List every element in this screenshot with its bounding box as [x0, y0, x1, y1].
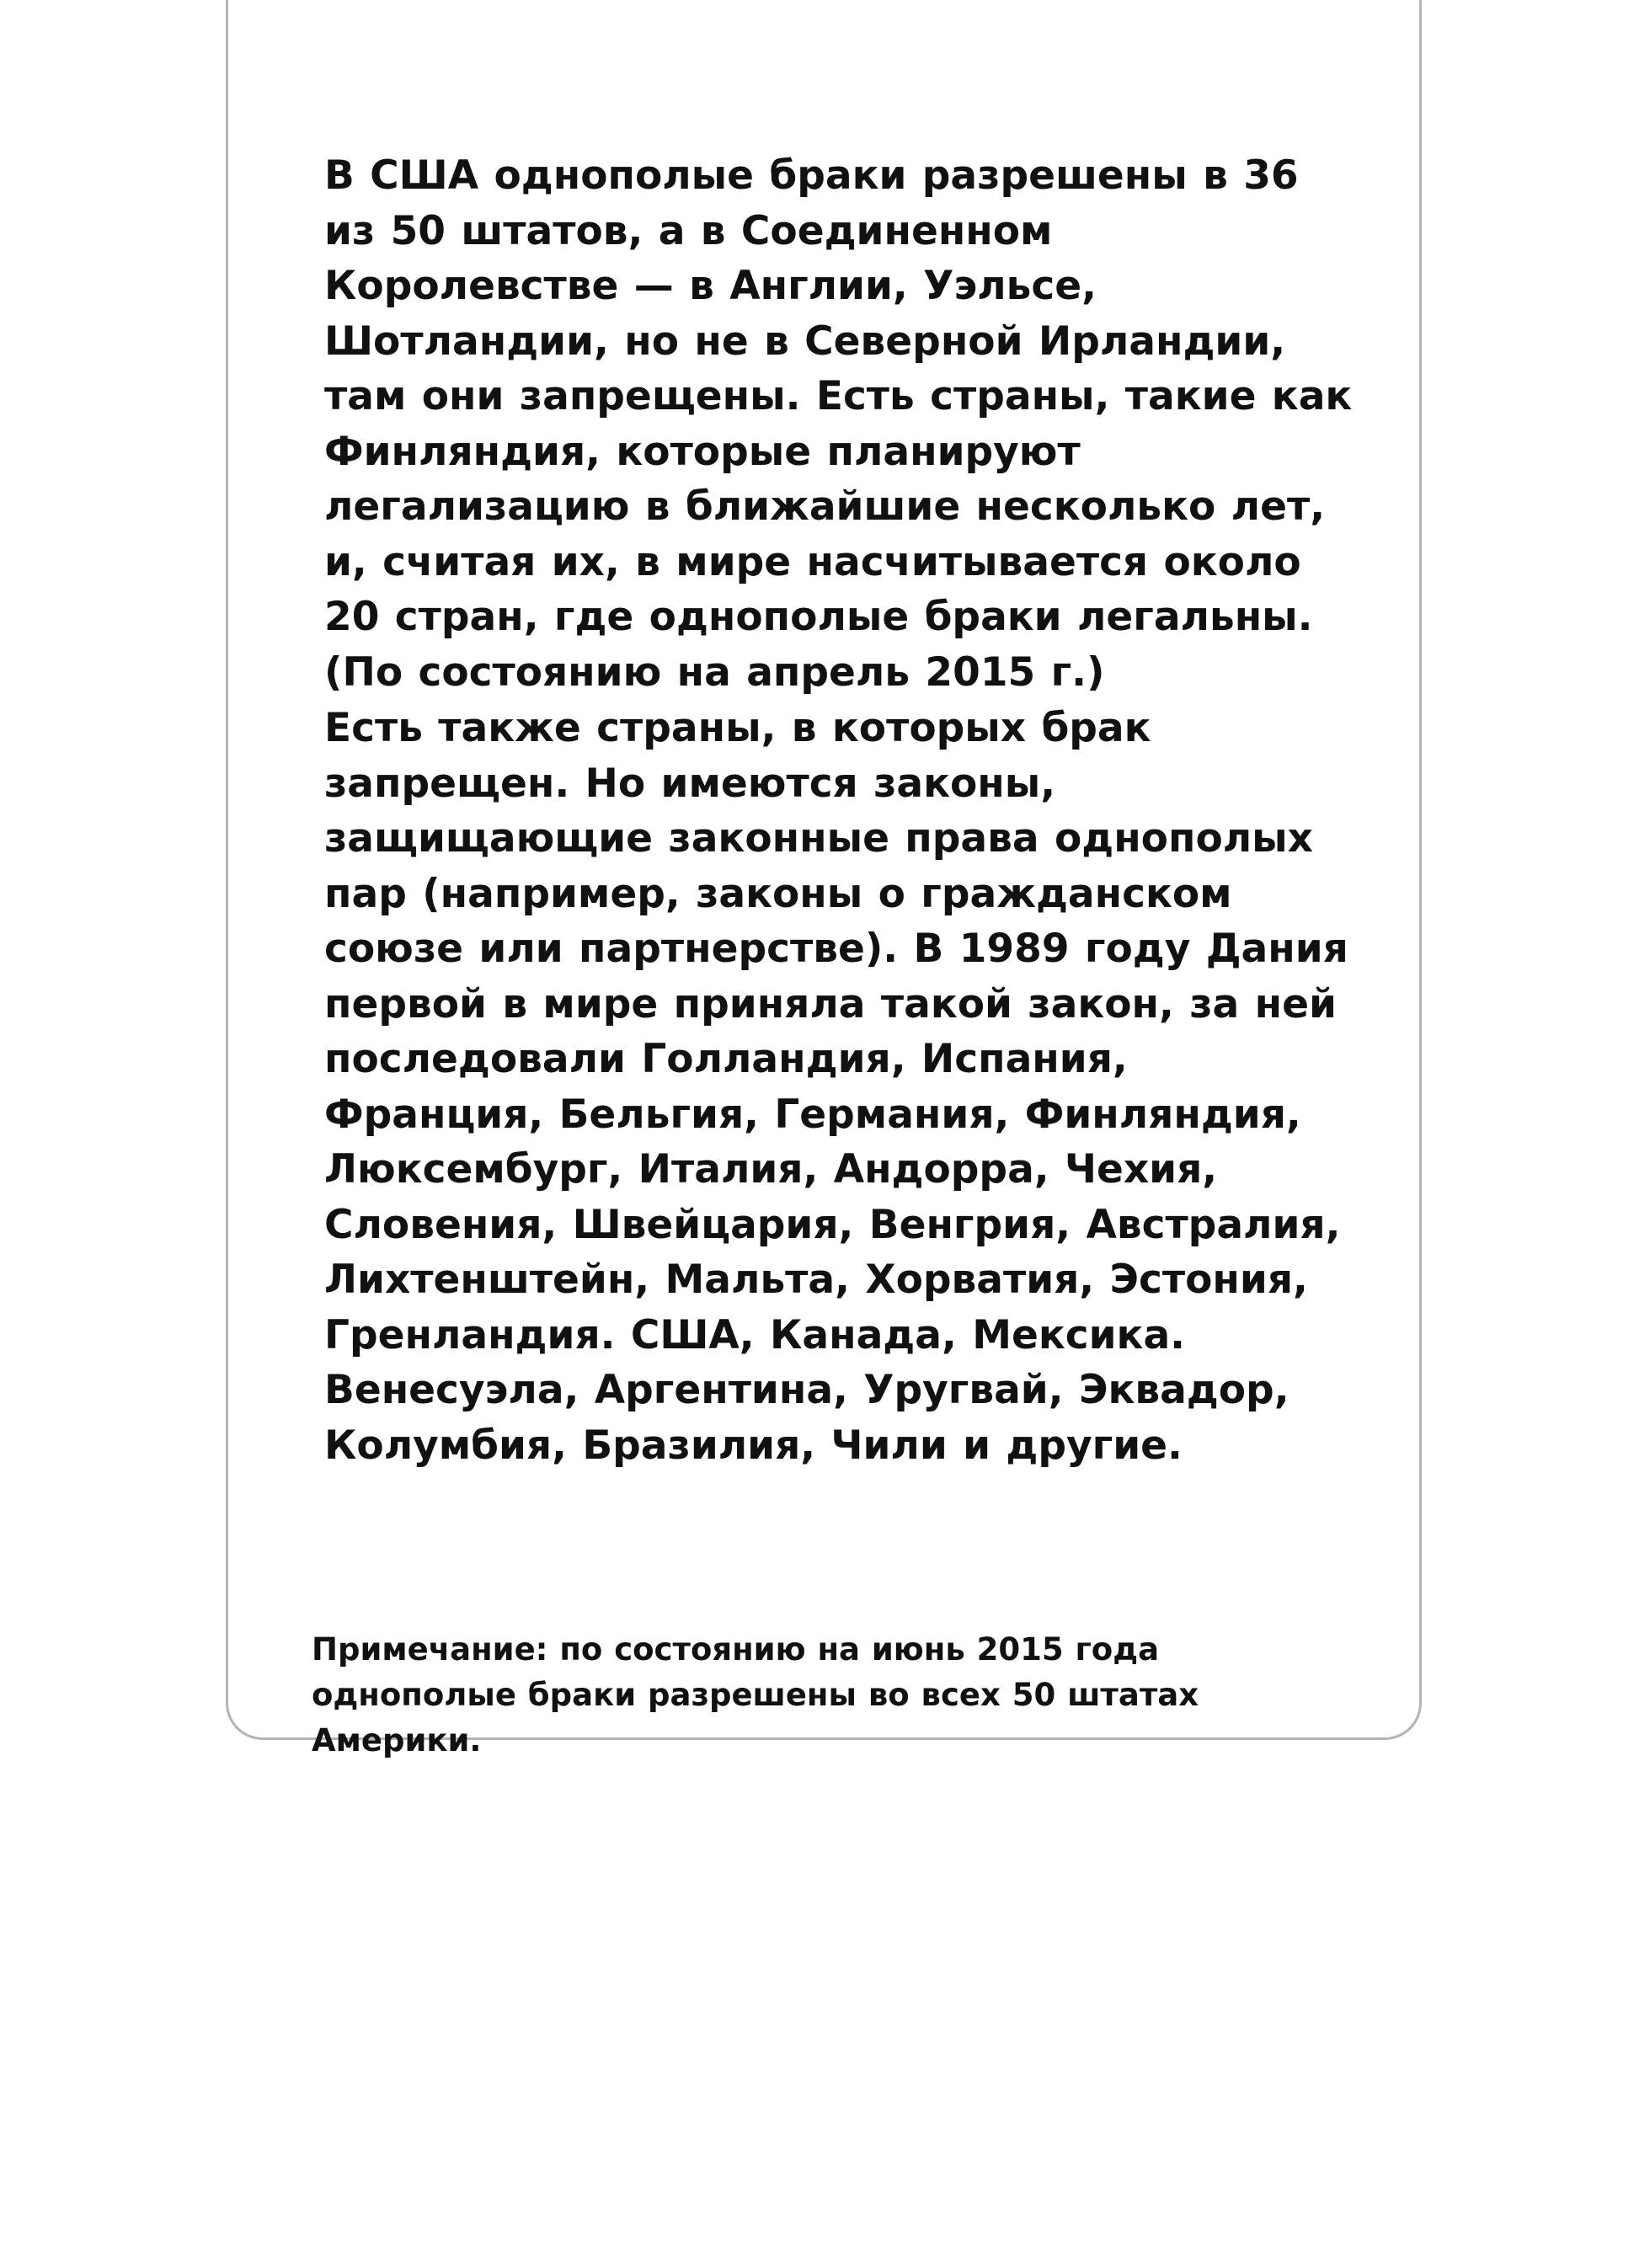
footnote: Примечание: по состоянию на июнь 2015 года однополые браки разрешены во всех 50 штатах Америки.	[312, 1631, 1199, 1758]
paragraph-civil-union-laws: Есть также страны, в которых брак запрещен. Но имеются законы, защищающие законные права однополых пар (например, законы о гражданском союзе или партнерстве). В 1989 году Дания первой в мире приняла такой закон, за ней последовали Голландия, Испания, Франция, Бельгия, Германия, Финляндия, Люксембург, Италия, Андорра, Чехия, Словения, Швейцария, Венгрия, Австралия, Лихтенштейн, Мальта, Хорватия, Эстония, Гренландия. США, Канада, Мексика. Венесуэла, Аргентина, Уругвай, Эквадор, Колумбия, Бразилия, Чили и другие.	[324, 705, 1348, 1469]
paragraph-same-sex-marriage-legal: В США однополые браки разрешены в 36 из 50 штатов, а в Соединенном Королевстве — в Англии, Уэльсе, Шотландии, но не в Северной Ирландии, там они запрещены. Есть страны, такие как Финляндия, которые планируют легализацию в ближайшие несколько лет, и, считая их, в мире насчитывается около 20 стран, где однополые браки легальны. (По состоянию на апрель 2015 г.)	[324, 152, 1353, 696]
